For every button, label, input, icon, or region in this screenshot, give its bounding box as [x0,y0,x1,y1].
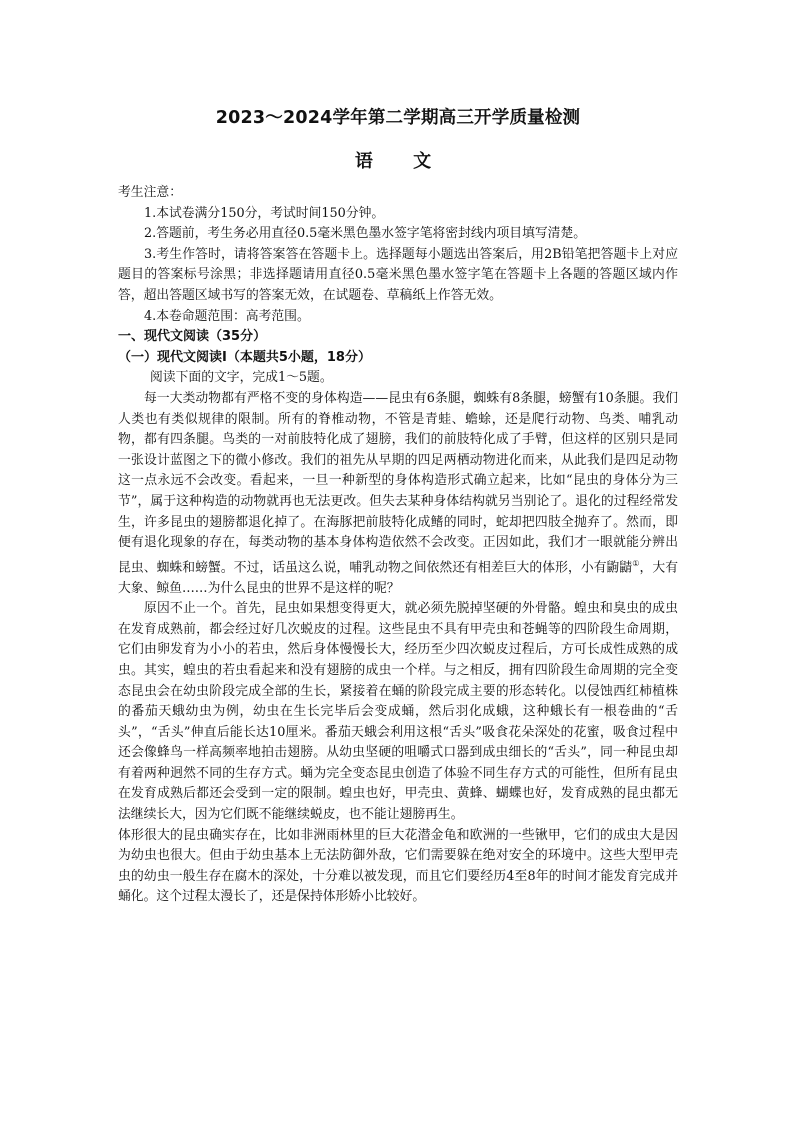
exam-page [118,104,678,908]
notice-item: 3.考生作答时，请将答案答在答题卡上。选择题每小题选出答案后，用2B铅笔把答题卡上对应题目的答案标号涂黑；非选择题请用直径0.5毫米黑色墨水签字笔在答题卡上各题的答题区域内作答，超出答题区域书写的答案无效，在试题卷、草稿纸上作答无效。 [118,246,678,303]
notice-item: 4.本卷命题范围：高考范围。 [144,308,310,324]
notice-item: 2.答题前，考生务必用直径0.5毫米黑色墨水签字笔将密封线内项目填写清楚。 [144,226,587,242]
subsection-heading: （一）现代文阅读Ⅰ（本题共5小题，18分） [118,349,371,365]
passage-paragraph: 体形很大的昆虫确实存在，比如非洲雨林里的巨大花潜金龟和欧洲的一些锹甲，它们的成虫大是因为幼虫也很大。但由于幼虫基本上无法防御外敌，它们需要躲在绝对安全的环境中。这些大型甲壳虫的幼虫一般生存在腐木的深处，十分难以被发现，而且它们要经历4至8年的时间才能发育完成并蛹化。这个过程太漫长了，还是保持体形娇小比较好。 [118,827,678,905]
reading-instruction: 阅读下面的文字，完成1～5题。 [150,370,333,386]
notice-heading: 考生注意： [118,185,182,200]
passage-paragraph [118,389,678,599]
passage-text-tail: ，大有大象、鲸鱼……为什么昆虫的世界不是这样的呢？ [118,559,679,596]
footnote-marker: ① [632,558,640,568]
subject-title: 语 文 [354,151,442,172]
passage-text: 每一大类动物都有严格不变的身体构造——昆虫有6条腿，蜘蛛有8条腿，螃蟹有10条腿。我们人类也有类似规律的限制。所有的脊椎动物，不管是青蛙、蟾蜍，还是爬行动物、鸟类、哺乳动物，都有四条腿。鸟类的一对前肢特化成了翅膀，我们的前肢特化成了手臂，但这样的区别只是同一张设计蓝图之下的微小修改。我们的祖先从早期的四足两栖动物进化而来，从此我们是四足动物这一点永远不会改变。看起来，一旦一种新型的身体构造形式确立起来，比如“昆虫的身体分为三节”，属于这种构造的动物就再也无法更改。但失去某种身体结构就另当别论了。退化的过程经常发生，许多昆虫的翅膀都退化掉了。在海豚把前肢特化成鳍的同时，蛇却把四肢全抛弃了。然而，即便有退化现象的存在，每类动物的基本身体构造依然不会改变。正因如此，我们才一眼就能分辨出昆虫、蜘蛛和螃蟹。不过，话虽这么说，哺乳动物之间依然还有相差巨大的体形，小有鼩鼱 [118,390,678,575]
exam-title: 2023～2024学年第二学期高三开学质量检测 [215,108,581,128]
passage-paragraph: 原因不止一个。首先，昆虫如果想变得更大，就必须先脱掉坚硬的外骨骼。蝗虫和臭虫的成虫在发育成熟前，都会经过好几次蜕皮的过程。这些昆虫不具有甲壳虫和苍蝇等的四阶段生命周期，它们由卵发育为小小的若虫，然后身体慢慢长大，经历至少四次蜕皮过程后，方可长成性成熟的成虫。其实，蝗虫的若虫看起来和没有翅膀的成虫一个样。与之相反，拥有四阶段生命周期的完全变态昆虫会在幼虫阶段完成全部的生长，紧接着在蛹的阶段完成主要的形态转化。以侵蚀西红柿植株的番茄天蛾幼虫为例，幼虫在生长完毕后会变成蛹，然后羽化成蛾，这种蛾长有一根卷曲的“舌头”，“舌头”伸直后能长达10厘米。番茄天蛾会利用这根“舌头”吸食花朵深处的花蜜，吸食过程中还会像蜂鸟一样高频率地拍击翅膀。从幼虫坚硬的咀嚼式口器到成虫细长的“舌头”，同一种昆虫却有着两种迥然不同的生存方式。蛹为完全变态昆虫创造了体验不同生存方式的可能性，但所有昆虫在发育成熟后都还会受到一定的限制。蝗虫也好，甲壳虫、黄蜂、蝴蝶也好，发育成熟的昆虫都无法继续长大，因为它们既不能继续蜕皮，也不能让翅膀再生。 [118,601,678,823]
notice-item: 1.本试卷满分150分，考试时间150分钟。 [144,205,385,221]
section-heading: 一、现代文阅读（35分） [118,329,267,345]
